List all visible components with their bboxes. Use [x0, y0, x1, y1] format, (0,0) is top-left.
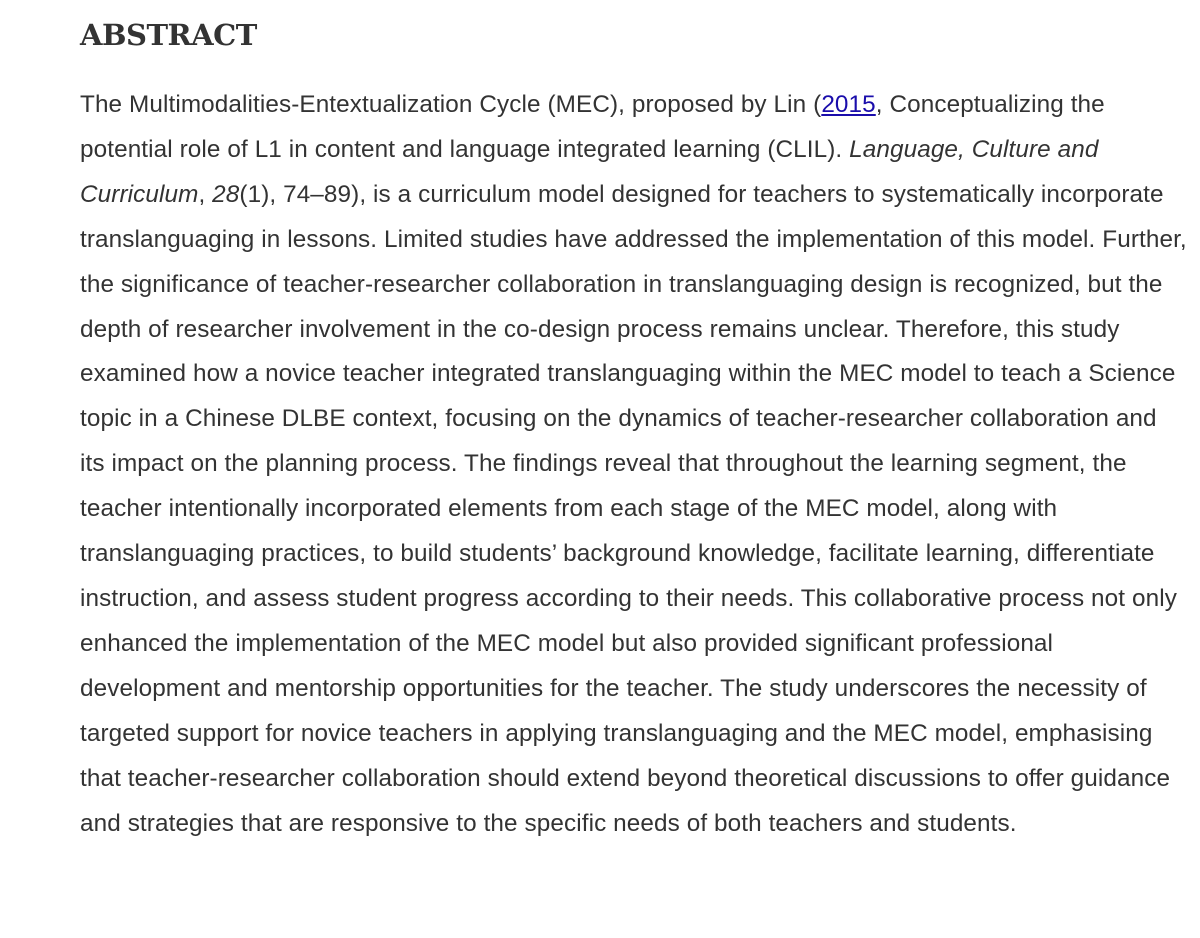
journal-name: Language, Culture and Curriculum	[80, 135, 1099, 208]
abstract-heading: ABSTRACT	[80, 18, 257, 52]
abstract-paragraph	[80, 83, 1188, 846]
abstract-intro-text: The Multimodalities-Entextualization Cycle (MEC), proposed by Lin (	[80, 91, 822, 118]
citation-year-link[interactable]: 2015	[821, 91, 876, 118]
abstract-body-text: , is a curriculum model designed for teachers to systematically incorporate translanguaging in lessons. Limited studies have addressed the implementation of this model. Further, the significance of teacher-researcher collaboration in translanguaging design is recognized, but the depth of researcher involvement in the co-design process remains unclear. Therefore, this study examined how a novice teacher integrated translanguaging within the MEC model to teach a Science topic in a Chinese DLBE context, focusing on the dynamics of teacher-researcher collaboration and its impact on the planning process. The findings reveal that throughout the learning segment, the teacher intentionally incorporated elements from each stage of the MEC model, along with translanguaging practices, to build students’ background knowledge, facilitate learning, differentiate instruction, and assess student progress according to their needs. This collaborative process not only enhanced the implementation of the MEC model but also provided significant professional development and mentorship opportunities for the teacher. The study underscores the necessity of targeted support for novice teachers in applying translanguaging and the MEC model, emphasising that teacher-researcher collaboration should extend beyond theoretical discussions to offer guidance and strategies that are responsive to the specific needs of both teachers and students.	[80, 180, 1187, 837]
citation-separator: ,	[198, 180, 213, 208]
abstract-section	[80, 14, 1188, 846]
journal-volume: 28	[212, 180, 240, 208]
journal-issue-pages: (1), 74–89)	[239, 180, 360, 208]
citation-title-text: , Conceptualizing the potential role of L1 in content and language integrated learning (CLIL).	[80, 91, 1105, 163]
